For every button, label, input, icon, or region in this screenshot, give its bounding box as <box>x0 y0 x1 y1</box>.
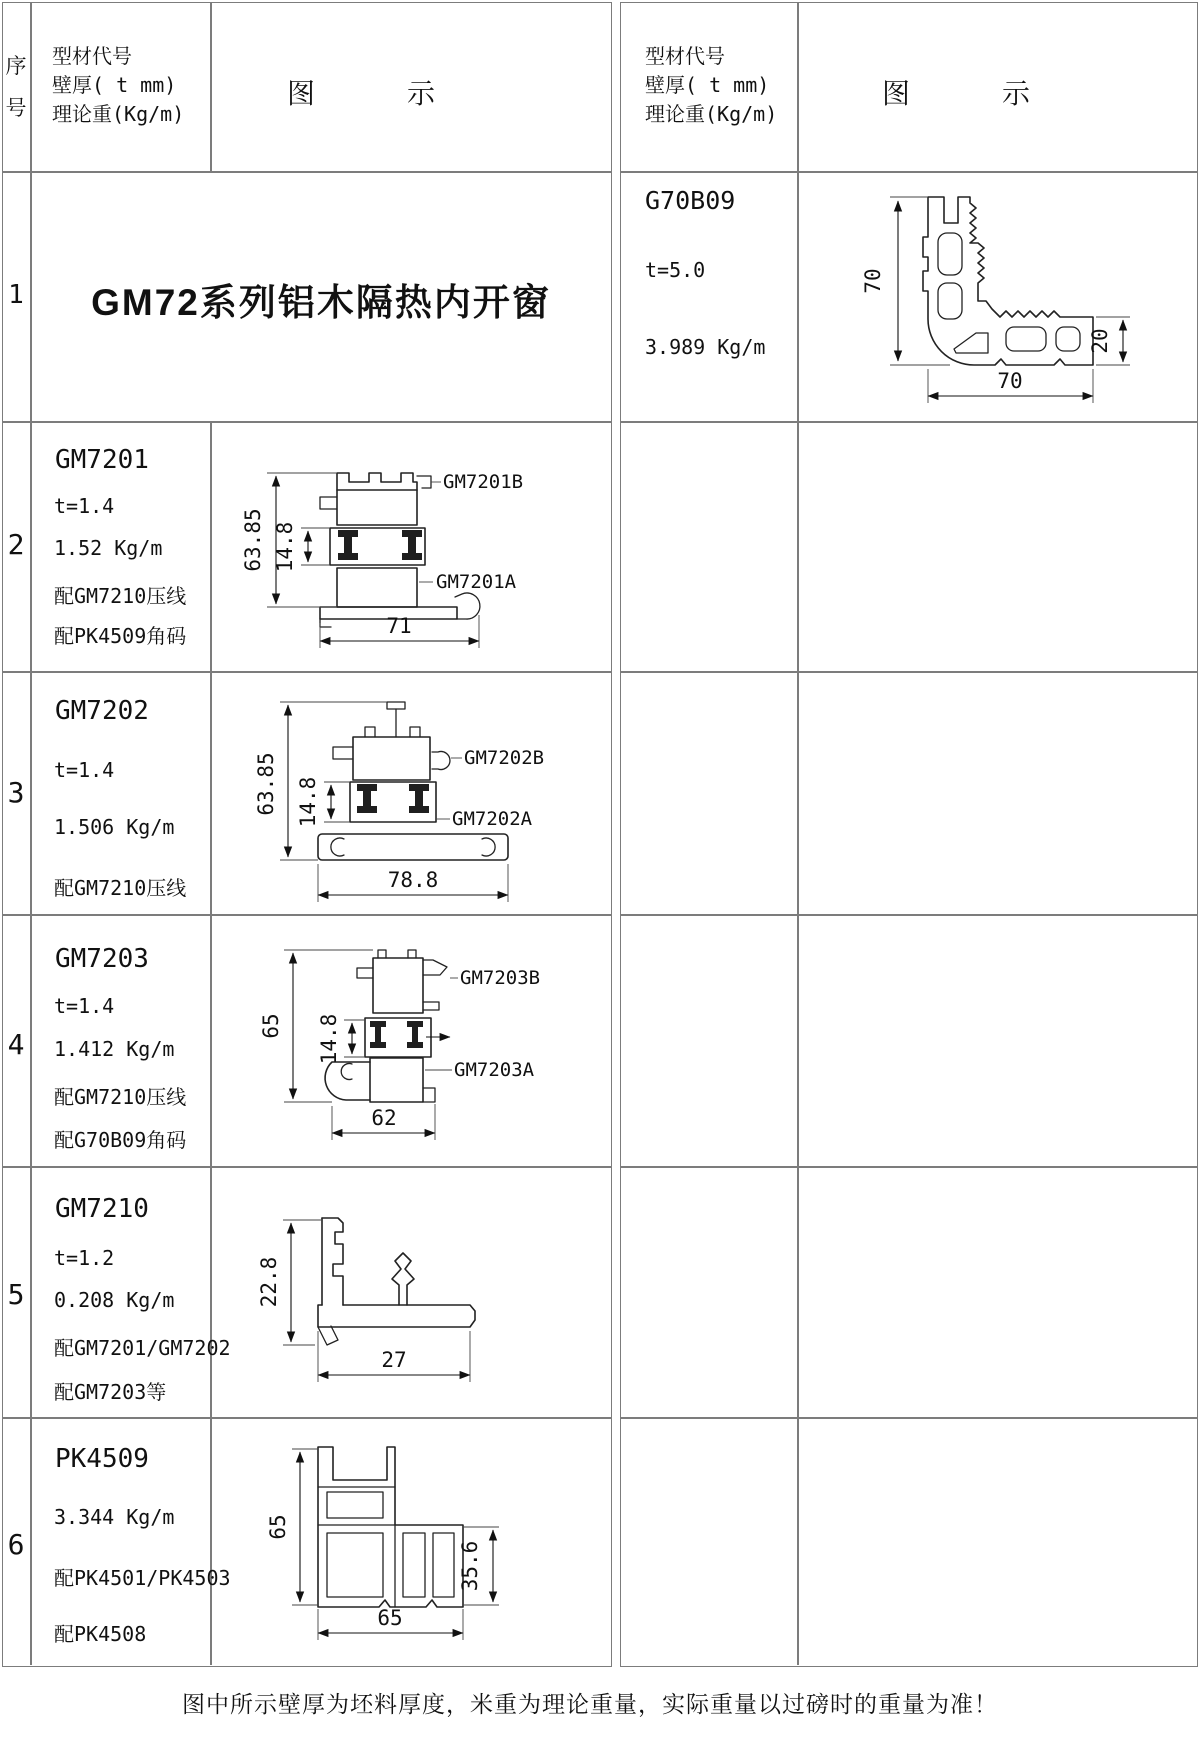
diagram-header-left <box>287 72 435 112</box>
spec-line: 配GM7210压线 <box>54 876 187 900</box>
grid-line <box>621 421 1197 423</box>
spec-header-line: 型材代号 <box>52 44 132 68</box>
dim-height-label: 65 <box>266 1514 290 1540</box>
grid-line <box>3 1166 611 1168</box>
gm7201-profile-diagram <box>241 445 545 660</box>
dim-mid-label: 14.8 <box>296 776 320 828</box>
dim-width-label: 70 <box>997 369 1023 393</box>
diagram-header-right <box>882 72 1030 112</box>
profile-part-label-b: GM7203B <box>460 967 541 989</box>
diagram-header-char: 示 <box>1001 78 1030 109</box>
spec-header-line: 壁厚( t mm) <box>645 73 770 97</box>
grid-line <box>797 3 799 1665</box>
dim-height-label: 65 <box>259 1013 283 1039</box>
row-number-4: 4 <box>7 1028 25 1061</box>
grid-line <box>210 3 212 171</box>
dim-height-label: 63.85 <box>254 752 278 816</box>
profile-code-pk4509: PK4509 <box>55 1444 149 1474</box>
spec-line: 1.52 Kg/m <box>54 536 163 560</box>
grid-line <box>30 3 32 1665</box>
spec-line: 0.208 Kg/m <box>54 1288 175 1312</box>
diagram-header-char: 图 <box>882 78 911 109</box>
spec-line: t=1.4 <box>54 758 115 782</box>
profile-part-label-a: GM7202A <box>452 808 533 830</box>
dim-width-label: 71 <box>386 614 412 638</box>
diagram-header-char: 图 <box>287 78 316 109</box>
spec-line: 配GM7203等 <box>54 1380 167 1404</box>
gm7210-profile-diagram <box>257 1210 535 1405</box>
spec-line: 配GM7210压线 <box>54 584 187 608</box>
profile-code-gm7202: GM7202 <box>55 696 149 726</box>
seq-header-line2: 号 <box>5 97 27 120</box>
dim-mid-label: 14.8 <box>273 521 297 573</box>
profile-part-label-a: GM7203A <box>454 1059 535 1081</box>
spec-line: 配G70B09角码 <box>54 1128 187 1152</box>
spec-header-line: 壁厚( t mm) <box>52 73 177 97</box>
spec-line: 3.344 Kg/m <box>54 1505 175 1529</box>
dim-end-label: 20 <box>1088 328 1112 354</box>
profile-part-label-a: GM7201A <box>436 571 517 593</box>
grid-line <box>621 671 1197 673</box>
profile-part-label-b: GM7202B <box>464 747 545 769</box>
grid-line <box>3 671 611 673</box>
spec-line: 配GM7201/GM7202 <box>54 1336 231 1360</box>
spec-line: t=1.4 <box>54 494 115 518</box>
spec-line: 配GM7210压线 <box>54 1085 187 1109</box>
dim-height-label: 70 <box>861 268 885 294</box>
spec-line: 配PK4501/PK4503 <box>54 1566 231 1590</box>
dim-width-label: 78.8 <box>387 868 439 892</box>
pk4509-profile-diagram <box>266 1440 555 1650</box>
g70b09-profile-diagram <box>850 175 1150 420</box>
grid-line <box>621 171 1197 173</box>
spec-line: 配PK4508 <box>54 1622 147 1646</box>
dim-height-label: 22.8 <box>257 1256 281 1308</box>
grid-line <box>3 914 611 916</box>
dim-width-label: 27 <box>381 1348 407 1372</box>
gm7202-profile-diagram <box>254 692 560 912</box>
seq-header <box>2 46 30 130</box>
spec-line: 1.412 Kg/m <box>54 1037 175 1061</box>
series-title: GM72系列铝木隔热内开窗 <box>91 282 551 323</box>
spec-header-right <box>645 42 777 129</box>
spec-line: t=5.0 <box>645 258 706 282</box>
spec-line: 3.989 Kg/m <box>645 335 766 359</box>
spec-line: 配PK4509角码 <box>54 624 187 648</box>
dim-width-label: 62 <box>371 1106 397 1130</box>
spec-line: 1.506 Kg/m <box>54 815 175 839</box>
footer-note: 图中所示壁厚为坯料厚度，米重为理论重量，实际重量以过磅时的重量为准！ <box>182 1691 998 1717</box>
gm7203-profile-diagram <box>259 940 560 1155</box>
row-number-2: 2 <box>7 528 25 561</box>
spec-header-line: 理论重(Kg/m) <box>52 102 185 126</box>
grid-line <box>210 421 212 1665</box>
spec-header-line: 理论重(Kg/m) <box>645 102 778 126</box>
grid-line <box>3 1417 611 1419</box>
dim-height-label: 63.85 <box>241 508 265 572</box>
spec-line: t=1.2 <box>54 1246 115 1270</box>
row-number-1: 1 <box>8 280 24 310</box>
grid-line <box>3 421 611 423</box>
seq-header-line1: 序 <box>5 55 27 78</box>
profile-code-g70b09: G70B09 <box>645 186 736 215</box>
profile-part-label-b: GM7201B <box>443 471 524 493</box>
grid-line <box>621 1166 1197 1168</box>
dim-width-label: 65 <box>377 1606 403 1630</box>
profile-code-gm7210: GM7210 <box>55 1194 149 1224</box>
grid-line <box>621 914 1197 916</box>
row-number-6: 6 <box>7 1528 25 1561</box>
spec-header-line: 型材代号 <box>645 44 725 68</box>
spec-header-left <box>52 42 184 129</box>
diagram-header-char: 示 <box>406 78 435 109</box>
profile-code-gm7203: GM7203 <box>55 944 149 974</box>
dim-mid-label: 14.8 <box>317 1013 341 1065</box>
spec-line: t=1.4 <box>54 994 115 1018</box>
grid-line <box>3 171 611 173</box>
row-number-3: 3 <box>7 776 25 809</box>
dim-side-label: 35.6 <box>458 1540 482 1592</box>
profile-code-gm7201: GM7201 <box>55 445 149 475</box>
row-number-5: 5 <box>7 1278 25 1311</box>
grid-line <box>621 1417 1197 1419</box>
